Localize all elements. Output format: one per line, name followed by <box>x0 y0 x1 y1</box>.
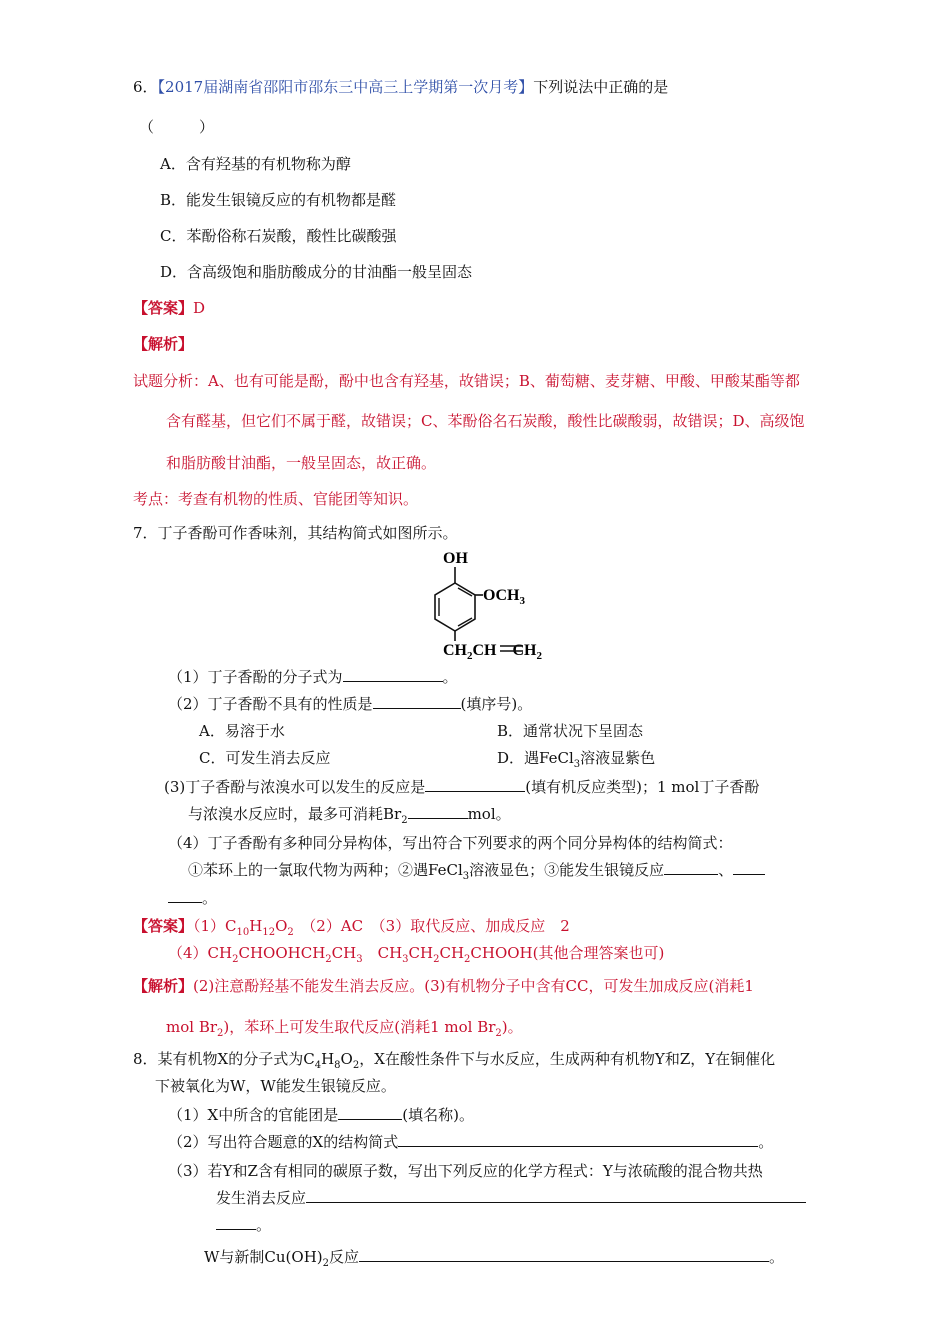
option-d: D．含高级饱和脂肪酸成分的甘油酯一般呈固态 <box>160 263 473 281</box>
q6-answer <box>133 298 205 318</box>
q8-part3-cont: 。 <box>216 1215 271 1235</box>
q7-part1: （1）丁子香酚的分子式为 。 <box>168 668 458 686</box>
option-c: C．苯酚俗称石炭酸，酸性比碳酸强 <box>160 227 397 245</box>
q8-stem-line2: 下被氧化为W，W能发生银镜反应。 <box>155 1077 396 1095</box>
answer-blank[interactable] <box>168 888 202 903</box>
q7-answer-line1: 【答案】$(1)C_{10}H_{12}O_2$ （2）AC （3）取代反应、加成反应 2 <box>133 917 570 938</box>
answer-blank[interactable] <box>338 1105 402 1120</box>
answer-blank[interactable] <box>733 860 765 875</box>
q8-part2: （2）写出符合题意的X的结构简式 。 <box>168 1133 774 1151</box>
q8-part3-elimination: 发生消去反应 <box>216 1188 806 1208</box>
oh-label: OH <box>443 550 468 567</box>
question-stem: 下列说法中正确的是 <box>533 78 669 96</box>
q7-part3-line1: (3)丁子香酚与浓溴水可以发生的反应是 (填有机反应类型)；1 mol丁子香酚 <box>164 778 760 796</box>
analysis-tag: 【解析】 <box>133 335 194 353</box>
answer-paren: （ ） <box>139 118 215 136</box>
q8-part4: W与新制$Cu(OH)_2$反应 。 <box>204 1248 785 1269</box>
answer-blank[interactable] <box>359 1247 769 1262</box>
analysis-line-1: 试题分析：A、也有可能是酚，酚中也含有羟基，故错误；B、葡萄糖、麦芽糖、甲酸、甲酸某酯等都 <box>133 372 800 390</box>
answer-blank[interactable] <box>398 1132 758 1147</box>
q7-option-b: B．通常状况下呈固态 <box>497 722 644 740</box>
q7-part4-cont: 。 <box>168 888 217 908</box>
q7-part3-line2: 与浓溴水反应时，最多可消耗$Br_2$ mol。 <box>188 805 511 826</box>
q8-stem-line1: 8．某有机物X的分子式为$C_4H_8O_2$，X在酸性条件下与水反应，生成两种有机物Y和Z，Y在铜催化 <box>133 1050 776 1071</box>
q8-part1: （1）X中所含的官能团是 (填名称)。 <box>168 1106 474 1124</box>
answer-blank[interactable] <box>343 667 443 682</box>
q7-part2: （2）丁子香酚不具有的性质是 (填序号)。 <box>168 695 533 713</box>
answer-blank[interactable] <box>425 777 525 792</box>
answer-blank[interactable] <box>216 1215 256 1230</box>
analysis-line-2: 含有醛基，但它们不属于醛，故错误；C、苯酚俗名石炭酸，酸性比碳酸弱，故错误；D、高级饱 <box>166 412 805 430</box>
key-point: 考点：考查有机物的性质、官能团等知识。 <box>133 490 419 508</box>
question-number: 6． <box>133 78 158 96</box>
eugenol-structure <box>415 545 605 660</box>
answer-blank[interactable] <box>664 860 718 875</box>
answer-tag: 【答案】 <box>133 299 194 317</box>
q6-header <box>133 77 668 97</box>
question-source: 【2017届湖南省邵阳市邵东三中高三上学期第一次月考】 <box>157 78 534 96</box>
answer-value: D <box>193 299 206 317</box>
answer-blank[interactable] <box>408 804 468 819</box>
q8-part3: （3）若Y和Z含有相同的碳原子数，写出下列反应的化学方程式：Y与浓硫酸的混合物共热 <box>168 1162 763 1180</box>
q7-analysis-line1: 【解析】(2)注意酚羟基不能发生消去反应。(3)有机物分子中含有CC，可发生加成反应(消耗1 <box>133 977 754 995</box>
methoxy-label: $OCH_3$ <box>483 587 525 607</box>
q7-answer-line2: $(4)CH_2CHOOHCH_2CH_3$ $CH_3CH_2CH_2CHOOH$(其他合理答案也可) <box>168 944 665 965</box>
q7-part4-conditions: ①苯环上的一氯取代物为两种；②遇FeCl$_3$溶液显色；③能发生银镜反应 、 <box>188 860 765 880</box>
q7-option-c: C．可发生消去反应 <box>199 749 331 767</box>
option-a: A．含有羟基的有机物称为醇 <box>160 155 351 173</box>
option-b: B．能发生银镜反应的有机物都是醛 <box>160 191 397 209</box>
q7-option-a: A．易溶于水 <box>199 722 285 740</box>
answer-blank[interactable] <box>306 1188 806 1203</box>
allyl-chain-label: $CH_2CH$ $CH_2$ <box>443 642 542 660</box>
q7-stem: 7．丁子香酚可作香味剂，其结构简式如图所示。 <box>133 524 458 542</box>
answer-blank[interactable] <box>373 694 461 709</box>
q7-analysis-line2: mol $Br_2$)，苯环上可发生取代反应(消耗1 mol $Br_2$)。 <box>166 1018 523 1039</box>
q7-part4: （4）丁子香酚有多种同分异构体，写出符合下列要求的两个同分异构体的结构简式： <box>168 834 733 852</box>
q7-option-d: D．遇FeCl$_3$溶液显紫色 <box>497 749 656 770</box>
analysis-line-3: 和脂肪酸甘油酯，一般呈固态，故正确。 <box>166 454 437 472</box>
